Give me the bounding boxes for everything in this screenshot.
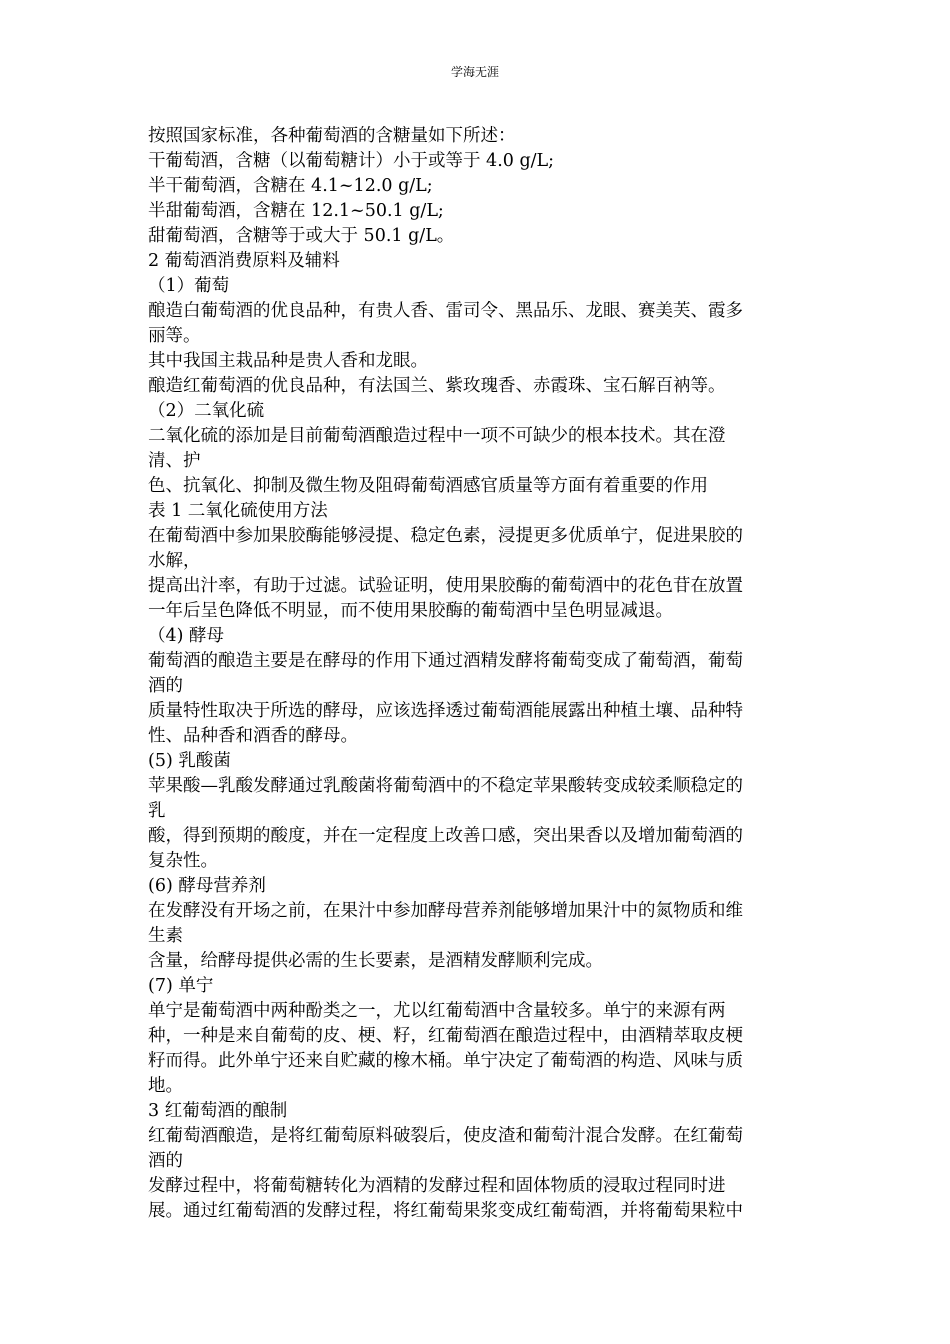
document-body: [148, 124, 808, 1224]
text-line: 干葡萄酒，含糖（以葡萄糖计）小于或等于 4.0 g/L;: [148, 151, 555, 171]
text-line: 复杂性。: [148, 851, 218, 871]
subsection-heading: (6) 酵母营养剂: [148, 876, 266, 896]
text-line: 地。: [148, 1076, 183, 1096]
text-line: 酒的: [148, 1151, 183, 1171]
section-heading: 3 红葡萄酒的酿制: [148, 1101, 288, 1121]
text-line: 红葡萄酒酿造，是将红葡萄原料破裂后，使皮渣和葡萄汁混合发酵。在红葡萄: [148, 1126, 743, 1146]
text-line: 酒的: [148, 676, 183, 696]
subsection-heading: （1）葡萄: [148, 276, 230, 296]
text-line: 展。通过红葡萄酒的发酵过程，将红葡萄果浆变成红葡萄酒，并将葡萄果粒中: [148, 1201, 743, 1221]
section-heading: 2 葡萄酒消费原料及辅料: [148, 251, 340, 271]
text-line: 色、抗氧化、抑制及微生物及阻碍葡萄酒感官质量等方面有着重要的作用: [148, 476, 708, 496]
text-line: 性、品种香和酒香的酵母。: [148, 726, 358, 746]
subsection-heading: （4) 酵母: [148, 626, 225, 646]
text-line: 葡萄酒的酿造主要是在酵母的作用下通过酒精发酵将葡萄变成了葡萄酒，葡萄: [148, 651, 743, 671]
subsection-heading: （2）二氧化硫: [148, 401, 265, 421]
text-line: 按照国家标准，各种葡萄酒的含糖量如下所述：: [148, 126, 516, 146]
text-line: 乳: [148, 801, 166, 821]
subsection-heading: (7) 单宁: [148, 976, 214, 996]
text-line: 清、护: [148, 451, 201, 471]
text-line: 在葡萄酒中参加果胶酶能够浸提、稳定色素，浸提更多优质单宁，促进果胶的: [148, 526, 743, 546]
text-line: 发酵过程中，将葡萄糖转化为酒精的发酵过程和固体物质的浸取过程同时进: [148, 1176, 726, 1196]
subsection-heading: (5) 乳酸菌: [148, 751, 231, 771]
text-line: 二氧化硫的添加是目前葡萄酒酿造过程中一项不可缺少的根本技术。其在澄: [148, 426, 726, 446]
page-header: 学海无涯: [450, 65, 499, 79]
text-line: 含量，给酵母提供必需的生长要素，是酒精发酵顺利完成。: [148, 951, 603, 971]
text-line: 半干葡萄酒，含糖在 4.1~12.0 g/L;: [148, 176, 433, 196]
text-line: 丽等。: [148, 326, 201, 346]
text-line: 种，一种是来自葡萄的皮、梗、籽，红葡萄酒在酿造过程中，由酒精萃取皮梗: [148, 1026, 743, 1046]
table-caption: 表 1 二氧化硫使用方法: [148, 501, 328, 521]
text-line: 水解，: [148, 551, 201, 571]
text-line: 甜葡萄酒，含糖等于或大于 50.1 g/L。: [148, 226, 455, 246]
text-line: 单宁是葡萄酒中两种酚类之一，尤以红葡萄酒中含量较多。单宁的来源有两: [148, 1001, 726, 1021]
text-line: 酿造白葡萄酒的优良品种，有贵人香、雷司令、黑品乐、龙眼、赛美芙、霞多: [148, 301, 743, 321]
text-line: 在发酵没有开场之前，在果汁中参加酵母营养剂能够增加果汁中的氮物质和维: [148, 901, 743, 921]
text-line: 提高出汁率，有助于过滤。试验证明，使用果胶酶的葡萄酒中的花色苷在放置: [148, 576, 743, 596]
text-line: 生素: [148, 926, 183, 946]
text-line: 苹果酸—乳酸发酵通过乳酸菌将葡萄酒中的不稳定苹果酸转变成较柔顺稳定的: [148, 776, 743, 796]
text-line: 一年后呈色降低不明显，而不使用果胶酶的葡萄酒中呈色明显减退。: [148, 601, 673, 621]
text-line: 质量特性取决于所选的酵母，应该选择透过葡萄酒能展露出种植土壤、品种特: [148, 701, 743, 721]
text-line: 酿造红葡萄酒的优良品种，有法国兰、紫玫瑰香、赤霞珠、宝石解百衲等。: [148, 376, 726, 396]
text-line: 籽而得。此外单宁还来自贮藏的橡木桶。单宁决定了葡萄酒的构造、风味与质: [148, 1051, 743, 1071]
text-line: 酸，得到预期的酸度，并在一定程度上改善口感，突出果香以及增加葡萄酒的: [148, 826, 743, 846]
text-line: 其中我国主栽品种是贵人香和龙眼。: [148, 351, 428, 371]
text-line: 半甜葡萄酒，含糖在 12.1~50.1 g/L;: [148, 201, 444, 221]
